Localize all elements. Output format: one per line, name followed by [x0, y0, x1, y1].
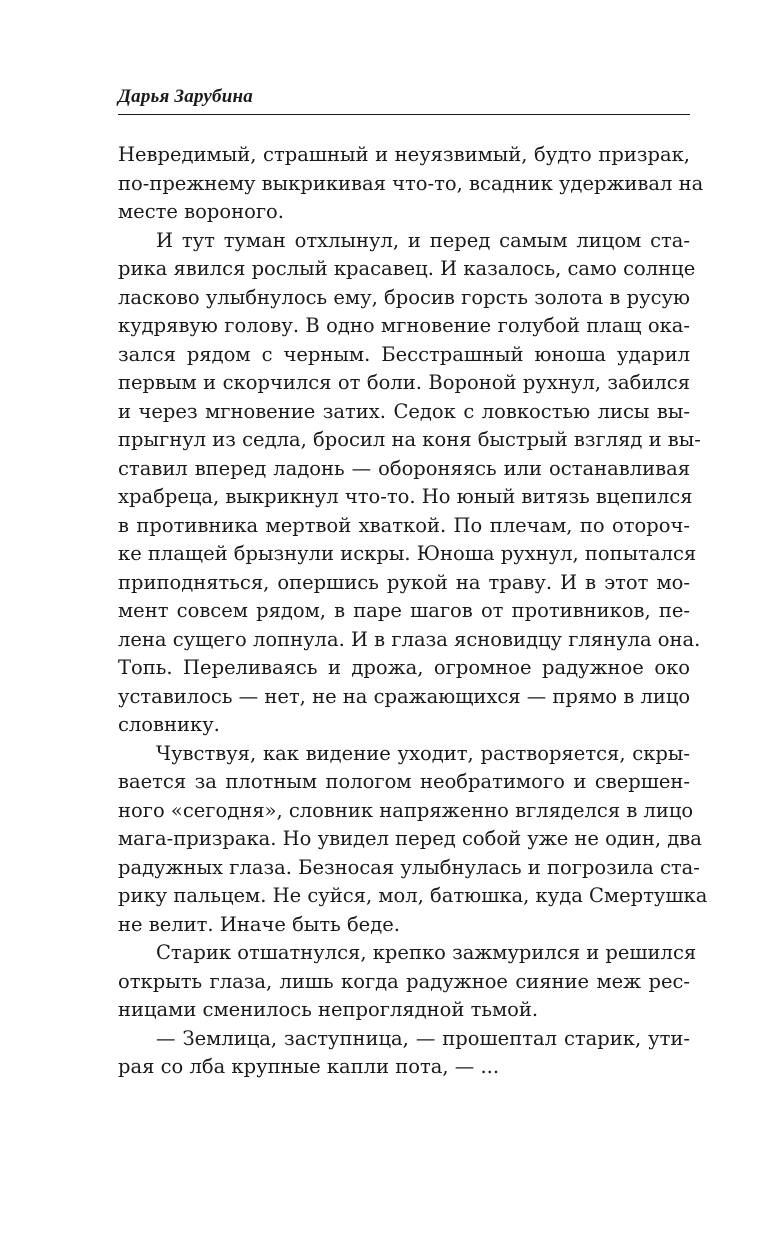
text-line: ке плащей брызнули искры. Юноша рухнул, попытался [118, 542, 697, 565]
text-line: приподняться, опершись рукой на траву. И в этот мо- [118, 570, 690, 594]
text-line: Топь. Переливаясь и дрожа, огромное радужное око [118, 656, 690, 679]
header-rule [118, 114, 690, 115]
text-line: уставилось — нет, не на сражающихся — прямо в лицо [118, 684, 691, 708]
text-line: прыгнул из седла, бросил на коня быстрый взгляд и вы- [118, 428, 701, 451]
text-line: радужных глаза. Безносая улыбнулась и погрозила ста- [118, 855, 700, 879]
text-line: ницами сменилось непроглядной тьмой. [118, 998, 539, 1021]
text-line: лена сущего лопнула. И в глаза ясновидцу глянула она. [118, 627, 701, 651]
text-line: рика явился рослый красавец. И казалось, само солнце [118, 257, 696, 280]
text-line: храбреца, выкрикнул что-то. Но юный витязь вцепился [118, 485, 693, 508]
running-title: Дарья Зарубина [118, 86, 253, 107]
text-line: — Землица, заступница, — прошептал старик, ути- [156, 1026, 690, 1050]
text-line: открыть глаза, лишь когда радужное сияние меж рес- [118, 969, 690, 993]
text-line: Чувствуя, как видение уходит, растворяется, скры- [156, 741, 690, 765]
text-line: зался рядом с черным. Бесстрашный юноша ударил [118, 342, 690, 366]
text-line: ного «сегодня», словник напряженно вглядeлся в лицо [118, 798, 694, 822]
text-line: рику пальцем. Не суйся, мол, батюшка, куда Смертушка [118, 884, 708, 907]
text-line: ставил вперед ладонь — обороняясь или останавливая [118, 456, 690, 480]
body-text [118, 141, 708, 1082]
text-line: рая со лба крупные капли пота, — ... [118, 1055, 500, 1078]
text-line: в противника мертвой хваткой. По плечам, по оторoч- [118, 513, 690, 537]
text-line: ласково улыбнулось ему, бросив горсть золота в русую [118, 285, 690, 309]
text-line: словнику. [118, 713, 220, 736]
text-line: Старик отшатнулся, крепко зажмурился и решился [156, 941, 697, 964]
text-line: И тут туман отхлынул, и перед самым лицом ста- [156, 228, 690, 252]
text-line: по-прежнему выкрикивая что-то, всадник удерживал на [118, 171, 704, 195]
text-line: месте вороного. [118, 200, 284, 223]
text-line: мент совсем рядом, в паре шагов от противников, пе- [118, 599, 690, 622]
text-line: и через мгновение затих. Седок с ловкостью лисы вы- [118, 399, 690, 423]
text-line: вается за плотным пологом необратимого и свершен- [118, 770, 690, 793]
text-line: не велит. Иначе быть беде. [118, 912, 400, 936]
text-line: мага-призрака. Но увидел перед собой уже не один, два [118, 827, 702, 850]
text-line: первым и скорчился от боли. Вороной рухнул, забился [118, 371, 690, 394]
text-line: кудрявую голову. В одно мгновение голубой плащ ока- [118, 314, 690, 337]
text-line: Невредимый, страшный и неуязвимый, будто призрак, [118, 143, 690, 166]
